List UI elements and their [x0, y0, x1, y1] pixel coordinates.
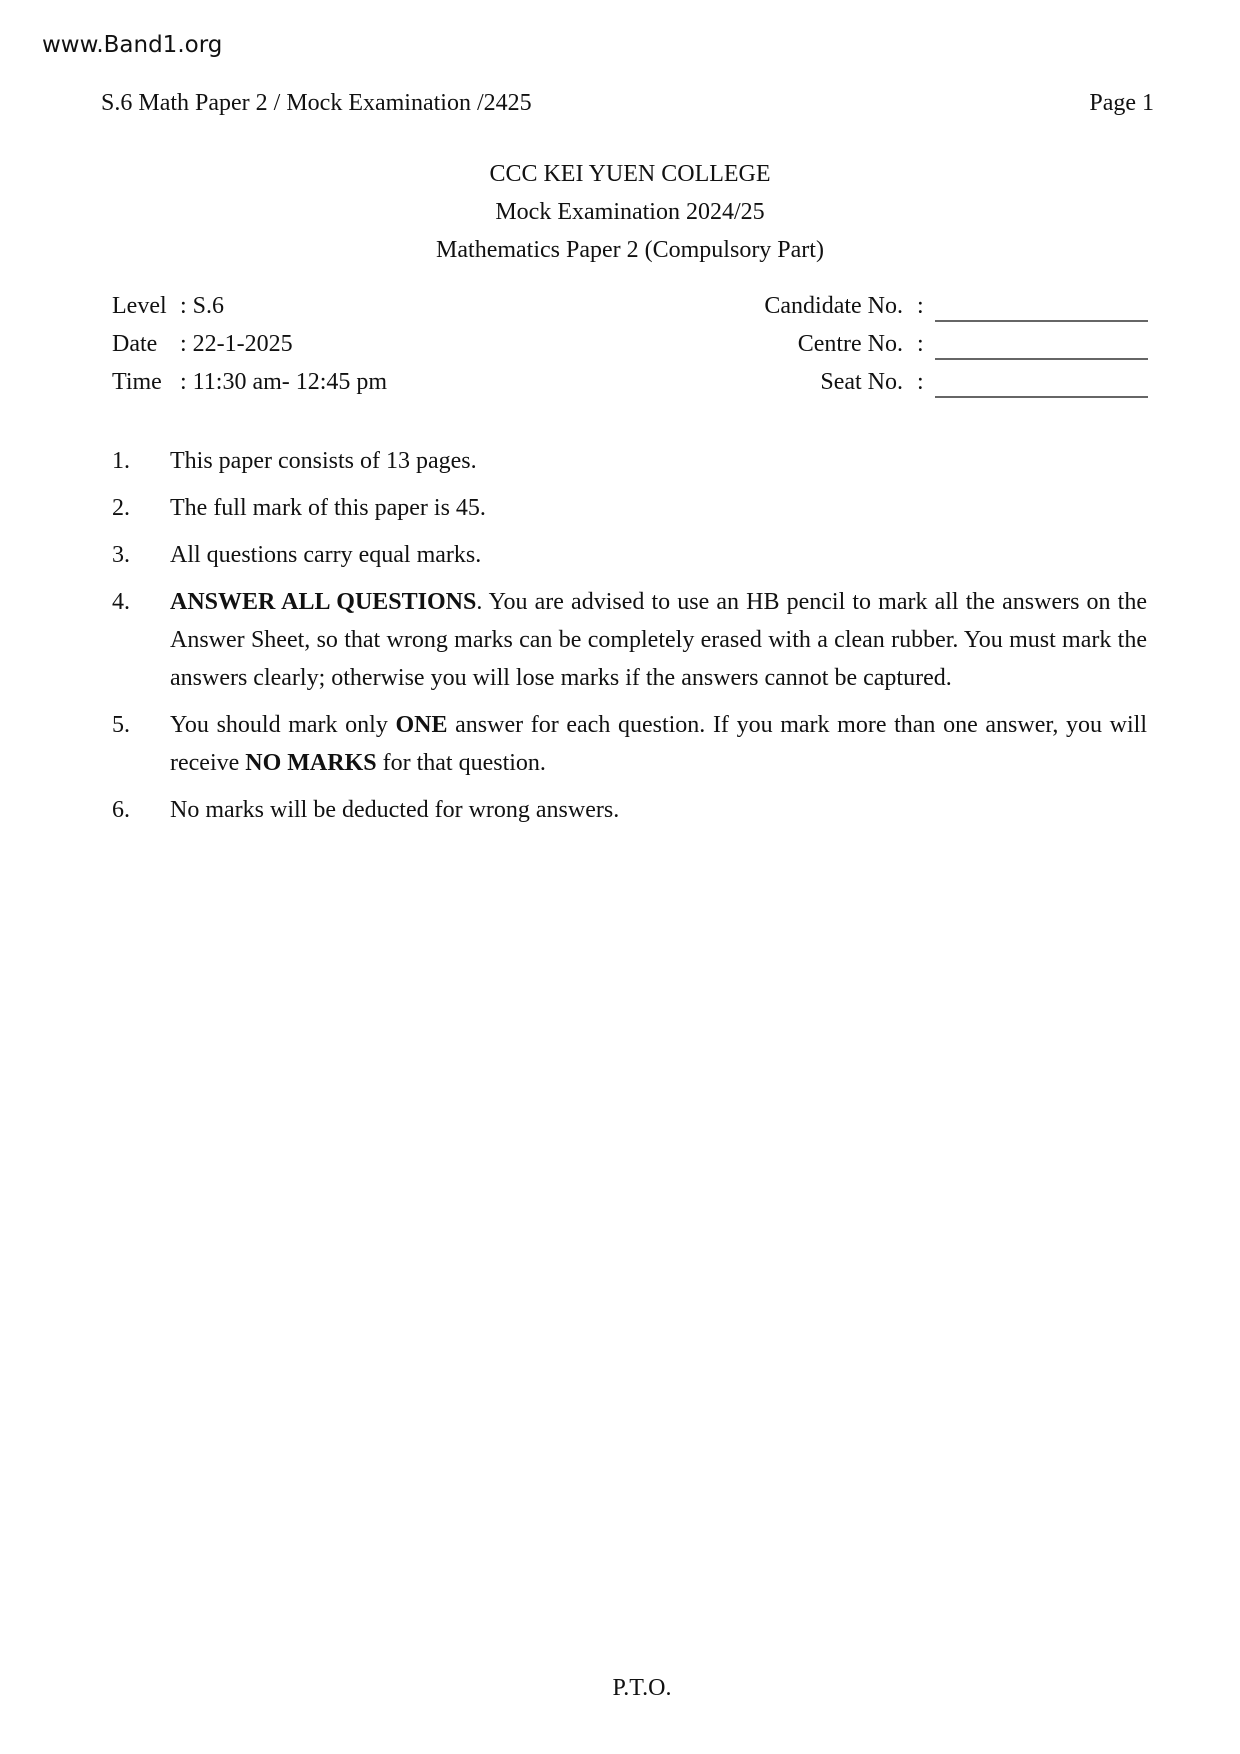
running-header: S.6 Math Paper 2 / Mock Examination /2425 [101, 90, 532, 116]
instruction-item [112, 706, 1147, 782]
watermark: www.Band1.org [42, 32, 223, 58]
school-name: CCC KEI YUEN COLLEGE [489, 161, 771, 187]
instruction-number: 1. [112, 448, 130, 474]
instruction-text: answer for each question. If you mark more than one answer, you will receive [170, 712, 1147, 776]
instruction-emphasis: ONE [395, 712, 448, 738]
seat-no-field [700, 369, 950, 396]
instruction-number: 4. [112, 589, 130, 615]
field-colon: : [917, 331, 924, 357]
instruction-text: All questions carry equal marks. [170, 542, 482, 568]
instruction-emphasis: NO MARKS [245, 750, 377, 776]
instruction-item [112, 791, 1147, 829]
instruction-item [112, 442, 1147, 480]
instructions-list [112, 442, 1147, 838]
field-colon: : [917, 293, 924, 319]
exam-name: Mock Examination 2024/25 [495, 199, 765, 225]
info-date [112, 331, 293, 358]
candidate-no-field [700, 293, 950, 320]
seat-no-blank[interactable] [935, 396, 1148, 398]
info-key: Date [112, 331, 158, 357]
info-key: Level [112, 293, 167, 319]
instruction-text: You should mark only [170, 712, 396, 738]
instruction-number: 6. [112, 797, 130, 823]
centre-no-blank[interactable] [935, 358, 1148, 360]
instruction-item [112, 536, 1147, 574]
info-value: : 11:30 am- 12:45 pm [180, 369, 388, 395]
info-key: Time [112, 369, 162, 395]
instruction-text: No marks will be deducted for wrong answers. [170, 797, 620, 823]
instruction-number: 2. [112, 495, 130, 521]
instruction-text: . You are advised to use an HB pencil to mark all the answers on the Answer Sheet, so that wrong marks can be completely erased with a clean rubber. You must mark the answers clearly; otherwise you will lose marks if the answers cannot be captured. [170, 589, 1147, 691]
centre-no-field [700, 331, 950, 358]
field-colon: : [917, 369, 924, 395]
info-value: : S.6 [180, 293, 225, 319]
field-label: Centre No. [797, 331, 903, 357]
info-value: : 22-1-2025 [180, 331, 293, 357]
instruction-text: This paper consists of 13 pages. [170, 448, 477, 474]
info-time [112, 369, 387, 396]
candidate-no-blank[interactable] [935, 320, 1148, 322]
instruction-text: for that question. [376, 750, 546, 776]
instruction-item [112, 489, 1147, 527]
field-label: Candidate No. [764, 293, 903, 319]
instruction-number: 5. [112, 712, 130, 738]
paper-name: Mathematics Paper 2 (Compulsory Part) [436, 237, 824, 263]
instruction-text: The full mark of this paper is 45. [170, 495, 486, 521]
instruction-number: 3. [112, 542, 130, 568]
page-number: Page 1 [1089, 90, 1154, 116]
instruction-item [112, 583, 1147, 697]
info-level [112, 293, 224, 320]
pto-footer: P.T.O. [612, 1675, 672, 1701]
field-label: Seat No. [820, 369, 903, 395]
instruction-emphasis: ANSWER ALL QUESTIONS [170, 589, 477, 615]
